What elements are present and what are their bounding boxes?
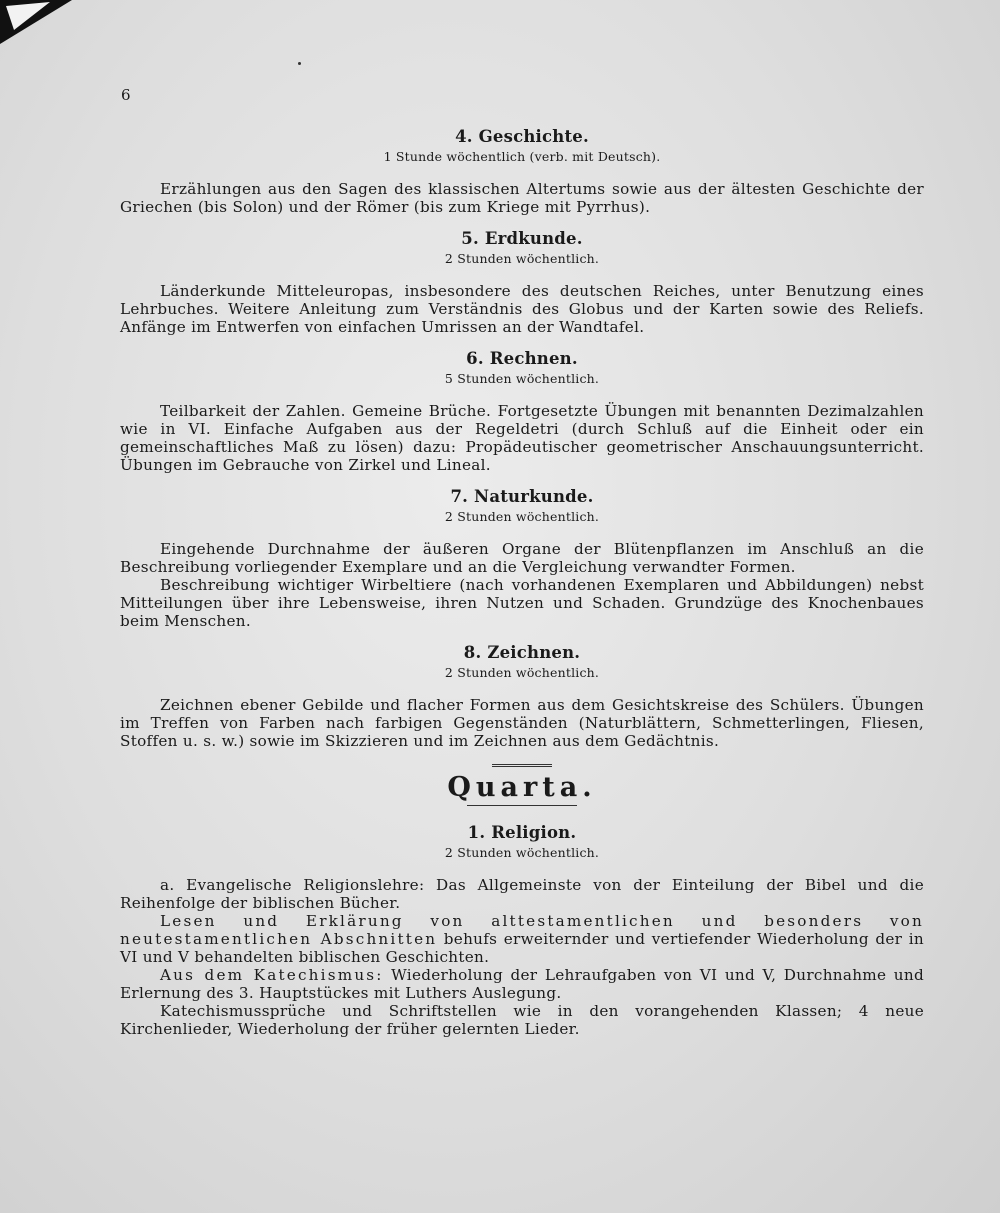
section-zeichnen: [120, 644, 924, 750]
section-heading: 8. Zeichnen.: [463, 643, 581, 662]
section-hours: 2 Stunden wöchentlich.: [444, 845, 600, 860]
section-hours: 2 Stunden wöchentlich.: [444, 251, 600, 266]
divider: [467, 805, 577, 806]
paragraph-text: Wiederholung der Lehraufgaben von VI und V, Durchnahme und Erlernung des 3. Hauptstückes mit Luthers Auslegung.: [120, 966, 924, 1002]
section-geschichte: [120, 128, 924, 216]
section-rechnen: [120, 350, 924, 474]
section-paragraph: Erzählungen aus den Sagen des klassischen Altertums sowie aus der ältesten Geschichte der Griechen (bis Solon) und der Römer (bis zum Kriege mit Pyrrhus).: [120, 180, 924, 216]
section-naturkunde: [120, 488, 924, 630]
religion-paragraph: Katechismussprüche und Schriftstellen wie in den vorangehenden Klassen; 4 neue Kirchenlieder, Wiederholung der früher gelernten Lieder.: [120, 1002, 924, 1038]
section-heading: 6. Rechnen.: [466, 349, 578, 368]
section-paragraph: Teilbarkeit der Zahlen. Gemeine Brüche. Fortgesetzte Übungen mit benannten Dezimalzahlen wie in VI. Einfache Aufgaben aus der Regeldetri (durch Schluß auf die Einheit oder ein gemeinschaftliches Maß zu lösen) dazu: Propädeutischer geometrischer Anschauungsunterricht. Übungen im Gebrauche von Zirkel und Lineal.: [120, 402, 924, 474]
section-heading: 7. Naturkunde.: [450, 487, 594, 506]
section-hours: 2 Stunden wöchentlich.: [444, 509, 600, 524]
speck: [298, 62, 301, 65]
folded-corner-icon: [0, 0, 72, 44]
section-heading: 4. Geschichte.: [455, 127, 589, 146]
section-paragraph: Eingehende Durchnahme der äußeren Organe der Blütenpflanzen im Anschluß an die Beschreibung vorliegender Exemplare und an die Vergleichung verwandter Formen.: [120, 540, 924, 576]
section-heading: 1. Religion.: [467, 823, 577, 842]
section-paragraph: Zeichnen ebener Gebilde und flacher Formen aus dem Gesichtskreise des Schülers. Übungen im Treffen von Farben nach farbigen Gegenständen (Naturblättern, Schmetterlingen, Fliesen, Stoffen u. s. w.) sowie im Skizzieren und im Zeichnen aus dem Gedächtnis.: [120, 696, 924, 750]
page-number: 6: [121, 86, 131, 104]
spaced-text: Lesen und Erklärung von alttestamentlichen und besonders von neutestamentlichen Abschnitten: [120, 912, 924, 948]
class-title: Quarta.: [447, 772, 597, 803]
section-hours: 5 Stunden wöchentlich.: [444, 371, 600, 386]
section-paragraph: Beschreibung wichtiger Wirbeltiere (nach vorhandenen Exemplaren und Abbildungen) nebst Mitteilungen über ihre Lebensweise, ihren Nutzen und Schaden. Grundzüge des Knochenbaues beim Menschen.: [120, 576, 924, 630]
section-hours: 1 Stunde wöchentlich (verb. mit Deutsch).: [383, 149, 661, 164]
divider: [492, 764, 552, 767]
religion-paragraph: [120, 966, 924, 1002]
section-religion: [120, 824, 924, 1038]
spaced-text: Aus dem Katechismus:: [160, 966, 384, 984]
section-paragraph: Länderkunde Mitteleuropas, insbesondere des deutschen Reiches, unter Benutzung eines Lehrbuches. Weitere Anleitung zum Verständnis des Globus und der Karten sowie des Reliefs. Anfänge im Entwerfen von einfachen Umrissen an der Wandtafel.: [120, 282, 924, 336]
page-content: [120, 128, 924, 1052]
paragraph-text: behufs erweiternder und vertiefender Wiederholung der in VI und V behandelten biblischen Geschichten.: [120, 930, 924, 966]
religion-paragraph-a: a. Evangelische Religionslehre: Das Allgemeinste von der Einteilung der Bibel und die Reihenfolge der biblischen Bücher.: [120, 876, 924, 912]
section-heading: 5. Erdkunde.: [461, 229, 583, 248]
section-hours: 2 Stunden wöchentlich.: [444, 665, 600, 680]
religion-paragraph: [120, 912, 924, 966]
section-erdkunde: [120, 230, 924, 336]
